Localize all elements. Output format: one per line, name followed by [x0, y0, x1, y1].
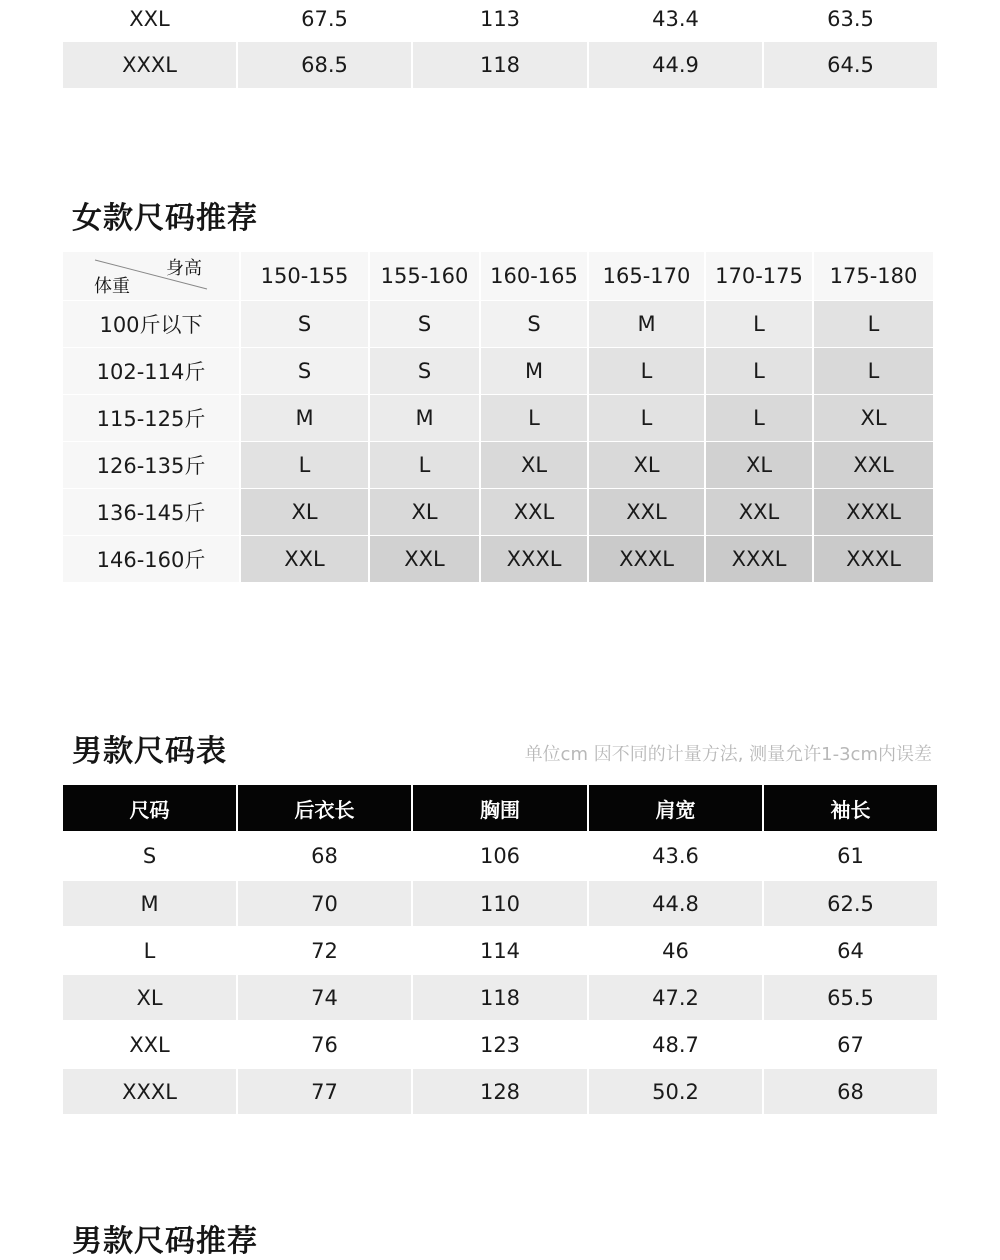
recommended-size: L: [814, 301, 933, 347]
recommended-size: XXL: [370, 536, 479, 582]
recommended-size: S: [370, 301, 479, 347]
recommended-size: XXL: [814, 442, 933, 488]
recommended-size: XXL: [706, 489, 812, 535]
table-cell: 62.5: [764, 881, 937, 926]
table-cell: 43.4: [652, 7, 699, 31]
column-header: 尺码: [63, 785, 236, 831]
measurement-note: 单位cm 因不同的计量方法, 测量允许1-3cm内误差: [524, 744, 932, 765]
column-header: 胸围: [413, 785, 587, 831]
table-cell: S: [142, 843, 157, 868]
table-cell: 70: [238, 881, 411, 926]
table-cell: XXXL: [63, 42, 236, 88]
recommended-size: L: [370, 442, 479, 488]
table-cell: 106: [479, 843, 521, 868]
recommended-size: S: [370, 348, 479, 394]
table-cell: 64: [837, 938, 864, 963]
height-range-header: 175-180: [814, 252, 933, 300]
table-cell: 68.5: [238, 42, 411, 88]
corner-diagonal: [63, 252, 239, 300]
table-cell: 47.2: [589, 975, 762, 1020]
table-cell: 63.5: [827, 7, 874, 31]
men-recommend-title: 男款尺码推荐: [72, 1224, 258, 1259]
table-cell: 68: [311, 843, 338, 868]
corner-height-label: 身高: [166, 258, 202, 279]
table-cell: 44.9: [589, 42, 762, 88]
table-cell: 110: [413, 881, 587, 926]
corner-weight-label: 体重: [94, 276, 130, 297]
column-header: 后衣长: [238, 785, 411, 831]
weight-range-label: 115-125斤: [63, 395, 239, 441]
recommended-size: XXL: [241, 536, 368, 582]
table-cell: L: [143, 938, 156, 963]
table-cell: 67.5: [301, 7, 348, 31]
table-cell: XXL: [129, 7, 170, 31]
weight-range-label: 100斤以下: [63, 301, 239, 347]
height-range-header: 165-170: [589, 252, 704, 300]
recommended-size: L: [706, 348, 812, 394]
recommended-size: M: [481, 348, 587, 394]
recommended-size: L: [589, 348, 704, 394]
recommended-size: M: [241, 395, 368, 441]
weight-range-label: 146-160斤: [63, 536, 239, 582]
column-header: 肩宽: [589, 785, 762, 831]
recommended-size: XXL: [481, 489, 587, 535]
recommended-size: M: [370, 395, 479, 441]
table-cell: 118: [413, 42, 587, 88]
column-header: 袖长: [764, 785, 937, 831]
women-recommend-title: 女款尺码推荐: [72, 201, 258, 236]
table-cell: 64.5: [764, 42, 937, 88]
recommended-size: XXXL: [814, 536, 933, 582]
table-cell: 48.7: [652, 1032, 699, 1057]
recommended-size: L: [814, 348, 933, 394]
weight-range-label: 102-114斤: [63, 348, 239, 394]
corner-cell: [63, 252, 239, 300]
table-cell: 118: [413, 975, 587, 1020]
recommended-size: S: [241, 348, 368, 394]
recommended-size: S: [481, 301, 587, 347]
table-cell: XXL: [129, 1032, 170, 1057]
recommended-size: XXXL: [814, 489, 933, 535]
recommended-size: XXL: [589, 489, 704, 535]
table-cell: 128: [413, 1069, 587, 1114]
recommended-size: S: [241, 301, 368, 347]
table-cell: 74: [238, 975, 411, 1020]
table-cell: 123: [479, 1032, 521, 1057]
recommended-size: L: [589, 395, 704, 441]
recommended-size: XL: [706, 442, 812, 488]
recommended-size: L: [481, 395, 587, 441]
recommended-size: L: [241, 442, 368, 488]
table-cell: 67: [837, 1032, 864, 1057]
recommended-size: M: [589, 301, 704, 347]
recommended-size: L: [706, 395, 812, 441]
recommended-size: XXXL: [481, 536, 587, 582]
height-range-header: 160-165: [481, 252, 587, 300]
table-cell: XL: [63, 975, 236, 1020]
weight-range-label: 136-145斤: [63, 489, 239, 535]
recommended-size: XL: [589, 442, 704, 488]
table-cell: XXXL: [63, 1069, 236, 1114]
table-cell: 61: [837, 843, 864, 868]
recommended-size: XL: [481, 442, 587, 488]
table-cell: 114: [479, 938, 521, 963]
table-cell: M: [63, 881, 236, 926]
recommended-size: XXXL: [589, 536, 704, 582]
height-range-header: 155-160: [370, 252, 479, 300]
weight-range-label: 126-135斤: [63, 442, 239, 488]
height-range-header: 170-175: [706, 252, 812, 300]
recommended-size: XL: [814, 395, 933, 441]
table-cell: 65.5: [764, 975, 937, 1020]
table-cell: 46: [662, 938, 689, 963]
recommended-size: XL: [241, 489, 368, 535]
table-cell: 76: [311, 1032, 338, 1057]
height-range-header: 150-155: [241, 252, 368, 300]
men-size-table-title: 男款尺码表: [72, 734, 227, 769]
table-cell: 68: [764, 1069, 937, 1114]
table-cell: 43.6: [652, 843, 699, 868]
table-cell: 44.8: [589, 881, 762, 926]
table-cell: 50.2: [589, 1069, 762, 1114]
recommended-size: XL: [370, 489, 479, 535]
table-cell: 72: [311, 938, 338, 963]
table-cell: 77: [238, 1069, 411, 1114]
recommended-size: XXXL: [706, 536, 812, 582]
table-cell: 113: [479, 7, 521, 31]
recommended-size: L: [706, 301, 812, 347]
